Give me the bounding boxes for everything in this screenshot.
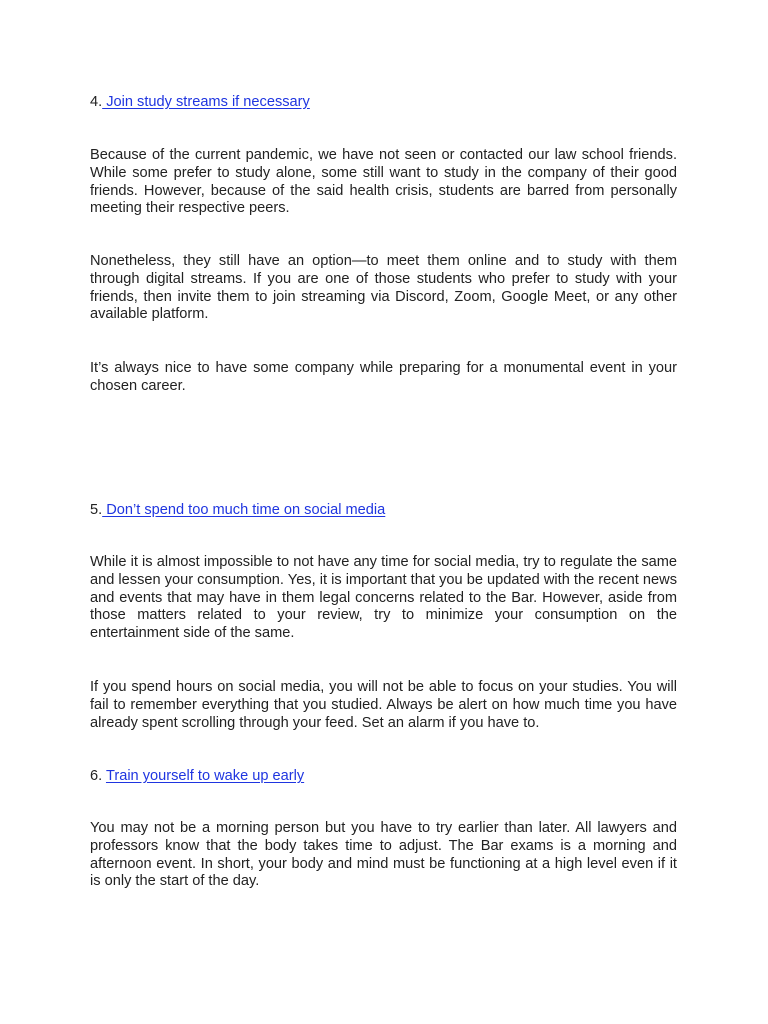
section-4-paragraph-3: It’s always nice to have some company while preparing for a monumental event in your chosen career. [90, 360, 677, 394]
section-6-number: 6. [90, 768, 103, 784]
section-6-link[interactable]: Train yourself to wake up early [105, 768, 305, 784]
section-4-link[interactable]: Join study streams if necessary [102, 94, 310, 110]
section-5-paragraph-2: If you spend hours on social media, you will not be able to focus on your studies. You will fail to remember everything that you studied. Always be alert on how much time you have already spent scrolling through your feed. Set an alarm if you have to. [90, 679, 677, 731]
section-6-paragraph-1: You may not be a morning person but you have to try earlier than later. All lawyers and professors know that the body takes time to adjust. The Bar exams is a morning and afternoon event. In short, your body and mind must be functioning at a high level even if it is only the start of the day. [90, 820, 677, 890]
section-5-number: 5. [90, 502, 103, 518]
section-5-link[interactable]: Don’t spend too much time on social media [102, 502, 386, 518]
section-5-paragraph-1: While it is almost impossible to not have any time for social media, try to regulate the same and lessen your consumption. Yes, it is important that you be updated with the recent news and events that may have in them legal concerns related to the Bar. However, aside from those matters related to your review, try to minimize your consumption on the entertainment side of the same. [90, 554, 677, 642]
section-4-number: 4. [90, 94, 103, 110]
section-4-paragraph-1: Because of the current pandemic, we have not seen or contacted our law school friends. While some prefer to study alone, some still want to study in the company of their good friends. However, because of the said health crisis, students are barred from personally meeting their respective peers. [90, 147, 677, 217]
section-5-heading [90, 502, 677, 520]
section-4-heading [90, 94, 677, 112]
section-4-paragraph-2: Nonetheless, they still have an option—to meet them online and to study with them through digital streams. If you are one of those students who prefer to study with your friends, then invite them to join streaming via Discord, Zoom, Google Meet, or any other available platform. [90, 253, 677, 323]
section-6-heading [90, 768, 677, 786]
